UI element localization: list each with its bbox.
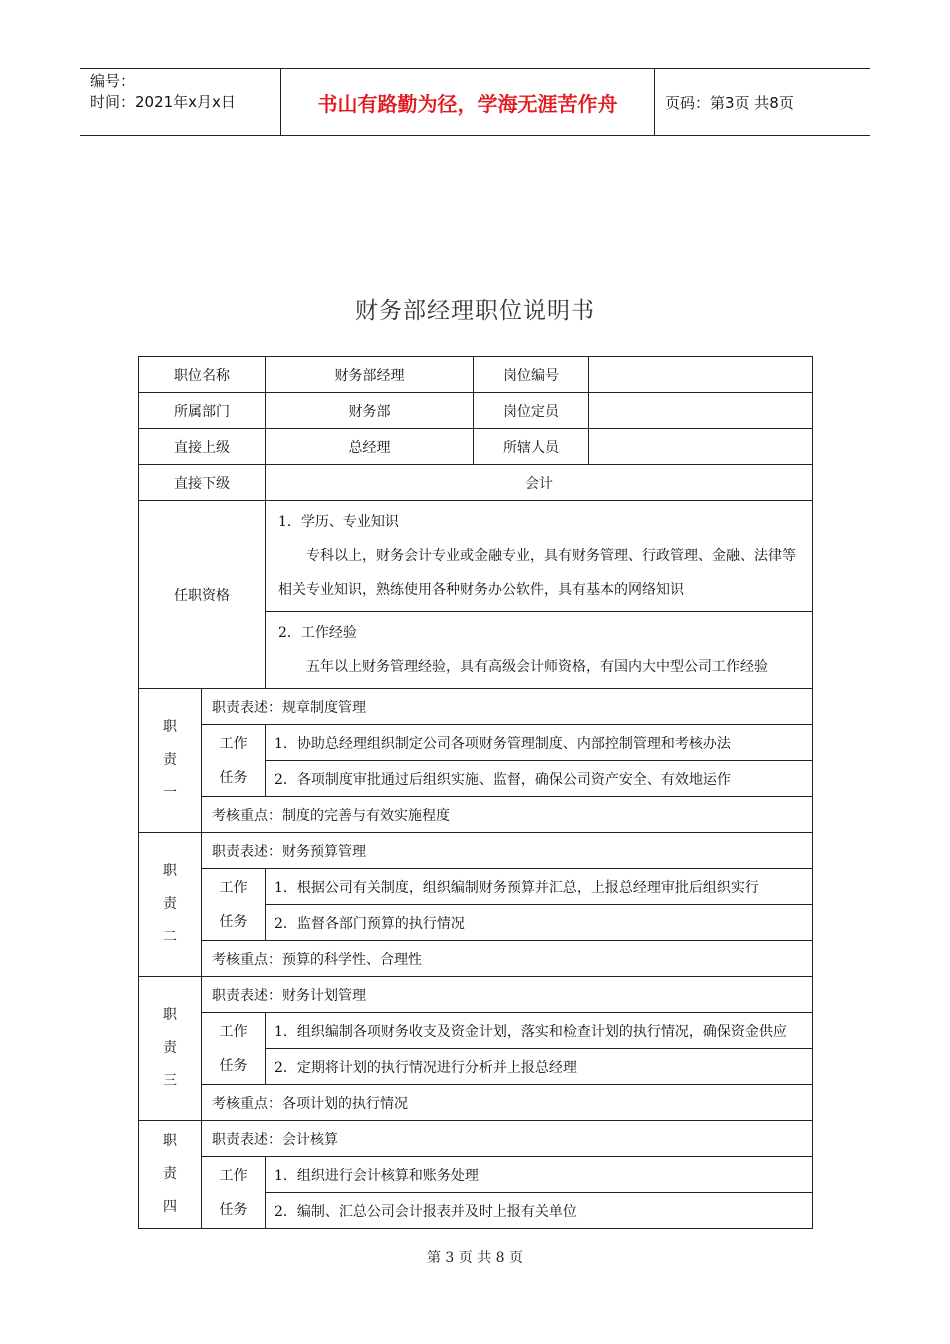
duty-4-desc: 职责表述：会计核算 [202,1121,813,1157]
duty-1-assess: 考核重点：制度的完善与有效实施程度 [202,797,813,833]
label-qualification: 任职资格 [139,501,266,689]
label-supervisor: 直接上级 [139,429,266,465]
code-label: 编号： [90,72,136,90]
value-supervisor: 总经理 [266,429,474,465]
value-subordinates-count [589,429,813,465]
duty-4-label: 职 责 四 [139,1121,202,1229]
page-header [80,68,870,136]
duty-3-task-2: 2．定期将计划的执行情况进行分析并上报总经理 [266,1049,813,1085]
job-description-table [138,356,813,1229]
value-department: 财务部 [266,393,474,429]
header-page-info: 页码：第3页 共8页 [665,93,794,112]
duty-1-desc: 职责表述：规章制度管理 [202,689,813,725]
duty-row [139,1121,813,1157]
duty-3-assess: 考核重点：各项计划的执行情况 [202,1085,813,1121]
duty-3-task-1: 1．组织编制各项财务收支及资金计划，落实和检查计划的执行情况，确保资金供应 [266,1013,813,1049]
value-headcount [589,393,813,429]
value-direct-reports: 会计 [266,465,813,501]
work-task-label: 工作 任务 [202,869,266,941]
value-position-code [589,357,813,393]
duty-2-task-2: 2．监督各部门预算的执行情况 [266,905,813,941]
duty-2-label: 职 责 二 [139,833,202,977]
info-row [139,465,813,501]
label-position-code: 岗位编号 [474,357,589,393]
duty-3-label: 职 责 三 [139,977,202,1121]
duty-1-task-2: 2．各项制度审批通过后组织实施、监督，确保公司资产安全、有效地运作 [266,761,813,797]
duty-2-task-1: 1．根据公司有关制度，组织编制财务预算并汇总，上报总经理审批后组织实行 [266,869,813,905]
duty-row [139,725,813,761]
duty-row [139,689,813,725]
duty-1-label: 职 责 一 [139,689,202,833]
work-task-label: 工作 任务 [202,1157,266,1229]
work-task-label: 工作 任务 [202,725,266,797]
duty-2-assess: 考核重点：预算的科学性、合理性 [202,941,813,977]
label-department: 所属部门 [139,393,266,429]
duty-row [139,977,813,1013]
education-text: 专科以上，财务会计专业或金融专业，具有财务管理、行政管理、金融、法律等相关专业知识，熟练使用各种财务办公软件，具有基本的网络知识 [278,548,796,598]
value-position-name: 财务部经理 [266,357,474,393]
header-motto: 书山有路勤为径，学海无涯苦作舟 [281,69,655,135]
duty-row [139,797,813,833]
info-row [139,393,813,429]
duty-row [139,869,813,905]
qualification-education [266,501,813,612]
work-task-label: 工作 任务 [202,1013,266,1085]
label-headcount: 岗位定员 [474,393,589,429]
duty-row [139,1157,813,1193]
label-direct-reports: 直接下级 [139,465,266,501]
duty-4-task-1: 1．组织进行会计核算和账务处理 [266,1157,813,1193]
qualification-row-1 [139,501,813,612]
duty-row [139,1085,813,1121]
duty-1-task-1: 1．协助总经理组织制定公司各项财务管理制度、内部控制管理和考核办法 [266,725,813,761]
qualification-experience [266,612,813,689]
education-title: 1．学历、专业知识 [278,514,399,530]
header-meta [80,69,281,135]
info-row [139,429,813,465]
experience-title: 2．工作经验 [278,625,357,641]
info-row [139,357,813,393]
time-label: 时间：2021年x月x日 [90,93,236,111]
label-position-name: 职位名称 [139,357,266,393]
duty-4-task-2: 2．编制、汇总公司会计报表并及时上报有关单位 [266,1193,813,1229]
experience-text: 五年以上财务管理经验，具有高级会计师资格，有国内大中型公司工作经验 [306,659,768,675]
duty-row [139,1013,813,1049]
duty-3-desc: 职责表述：财务计划管理 [202,977,813,1013]
duty-row [139,833,813,869]
label-subordinates-count: 所辖人员 [474,429,589,465]
document-title: 财务部经理职位说明书 [355,298,595,324]
duty-2-desc: 职责表述：财务预算管理 [202,833,813,869]
duty-row [139,941,813,977]
page-footer: 第 3 页 共 8 页 [426,1250,524,1266]
